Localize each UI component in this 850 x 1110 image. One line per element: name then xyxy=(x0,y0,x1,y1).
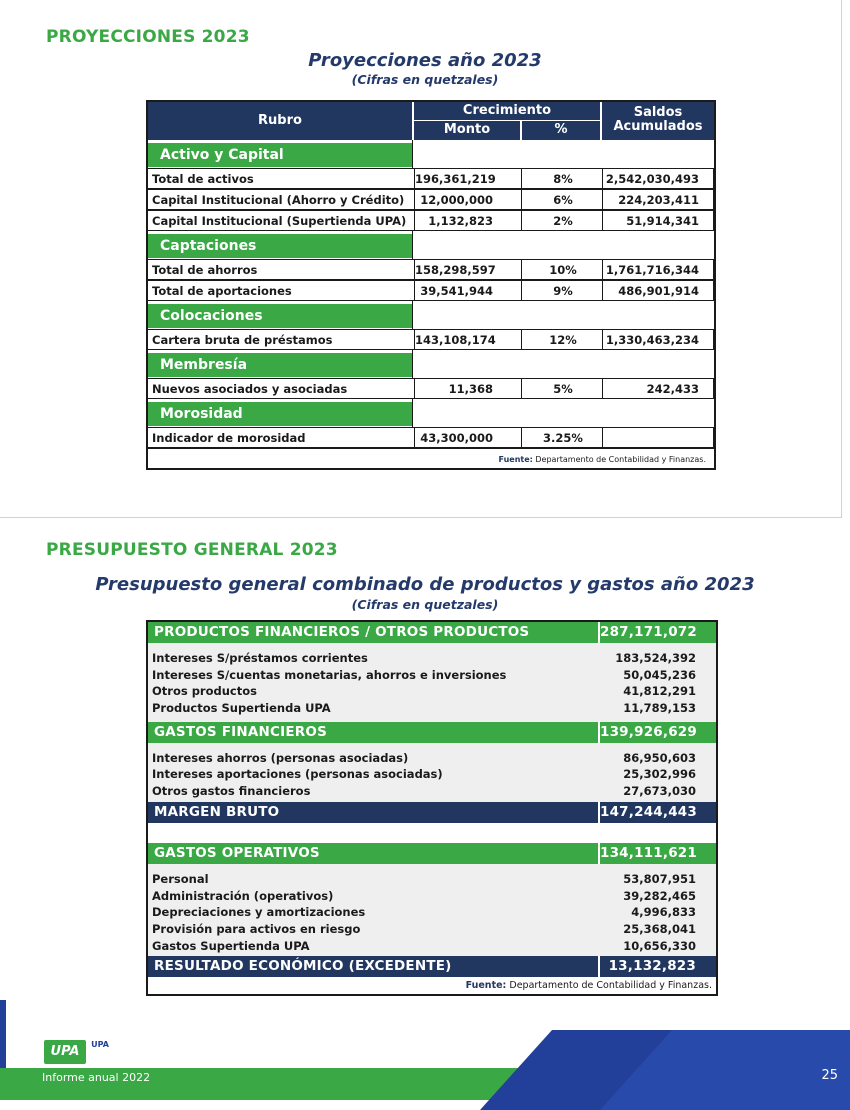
item-label: Intereses S/cuentas monetarias, ahorros e inversiones xyxy=(152,667,507,682)
margen-bruto-total: 147,244,443 xyxy=(600,803,697,820)
row-pct: 6% xyxy=(522,189,602,210)
item-label: Administración (operativos) xyxy=(152,888,334,903)
left-accent-shape xyxy=(0,1000,6,1068)
row-label: Capital Institucional (Supertienda UPA) xyxy=(148,210,414,231)
row-label: Total de ahorros xyxy=(148,259,414,280)
productos-header-bar xyxy=(148,622,716,643)
list-item xyxy=(148,921,716,938)
header-divider xyxy=(600,102,602,140)
row-monto: 1,132,823 xyxy=(414,210,522,231)
item-label: Intereses aportaciones (personas asociadas) xyxy=(152,767,443,782)
category-row xyxy=(148,231,714,259)
row-saldo: 2,542,030,493 xyxy=(602,168,714,189)
list-item xyxy=(148,888,716,905)
category-filler xyxy=(412,350,714,378)
proyecciones-subtitle: (Cifras en quetzales) xyxy=(351,72,499,87)
row-saldo: 486,901,914 xyxy=(602,280,714,301)
item-value: 25,302,996 xyxy=(623,767,696,782)
category-label: Membresía xyxy=(148,353,412,377)
item-value: 10,656,330 xyxy=(623,938,696,953)
presupuesto-title: Presupuesto general combinado de productos y gastos año 2023 xyxy=(95,574,755,595)
item-value: 53,807,951 xyxy=(623,871,696,886)
upa-secondary-logo: UPA xyxy=(91,1040,109,1049)
header-saldos-line1: Saldos xyxy=(633,105,683,120)
category-label: Captaciones xyxy=(148,234,412,258)
item-value: 39,282,465 xyxy=(623,888,696,903)
gastos-operativos-header-bar xyxy=(148,843,716,864)
productos-total: 287,171,072 xyxy=(600,624,697,640)
row-saldo: 1,761,716,344 xyxy=(602,259,714,280)
list-item xyxy=(148,667,716,684)
source-text: Departamento de Contabilidad y Finanzas. xyxy=(509,980,712,992)
category-row xyxy=(148,301,714,329)
header-monto: Monto xyxy=(443,122,491,137)
row-saldo xyxy=(602,427,714,448)
item-value: 86,950,603 xyxy=(623,750,696,765)
list-item xyxy=(148,650,716,667)
presupuesto-source xyxy=(148,977,716,994)
item-label: Gastos Supertienda UPA xyxy=(152,938,310,953)
category-row xyxy=(148,399,714,427)
row-pct: 12% xyxy=(522,329,602,350)
row-pct: 10% xyxy=(522,259,602,280)
presupuesto-table xyxy=(146,620,718,996)
resultado-total: 13,132,823 xyxy=(608,958,696,975)
item-label: Depreciaciones y amortizaciones xyxy=(152,905,366,920)
proyecciones-table-body xyxy=(148,140,714,448)
productos-items xyxy=(148,643,716,722)
row-pct: 9% xyxy=(522,280,602,301)
list-item xyxy=(148,700,716,717)
row-label: Indicador de morosidad xyxy=(148,427,414,448)
row-pct: 3.25% xyxy=(522,427,602,448)
table-row xyxy=(148,280,714,301)
header-divider xyxy=(412,102,414,140)
proyecciones-table xyxy=(146,100,716,470)
row-label: Total de aportaciones xyxy=(148,280,414,301)
margen-bruto-label: MARGEN BRUTO xyxy=(154,803,280,820)
item-label: Productos Supertienda UPA xyxy=(152,701,331,716)
category-filler xyxy=(412,231,714,259)
upa-logo: UPA xyxy=(44,1040,86,1064)
list-item xyxy=(148,904,716,921)
category-filler xyxy=(412,399,714,427)
item-value: 41,812,291 xyxy=(623,684,696,699)
page-number: 25 xyxy=(821,1068,838,1083)
source-label: Fuente: xyxy=(498,455,533,464)
gastos-operativos-label: GASTOS OPERATIVOS xyxy=(154,844,320,861)
list-item xyxy=(148,683,716,700)
category-label: Colocaciones xyxy=(148,304,412,328)
header-divider xyxy=(414,120,600,121)
row-monto: 43,300,000 xyxy=(414,427,522,448)
row-monto: 196,361,219 xyxy=(414,168,522,189)
item-value: 11,789,153 xyxy=(623,701,696,716)
section-heading-proyecciones: PROYECCIONES 2023 xyxy=(46,27,250,47)
category-row xyxy=(148,140,714,168)
header-saldos-line2: Acumulados xyxy=(613,119,703,134)
gastos-financieros-total: 139,926,629 xyxy=(600,723,697,740)
proyecciones-title: Proyecciones año 2023 xyxy=(308,50,542,71)
gastos-financieros-header-bar xyxy=(148,722,716,743)
gastos-operativos-items xyxy=(148,864,716,956)
header-rubro: Rubro xyxy=(258,113,302,128)
row-label: Total de activos xyxy=(148,168,414,189)
row-saldo: 1,330,463,234 xyxy=(602,329,714,350)
row-monto: 12,000,000 xyxy=(414,189,522,210)
item-value: 25,368,041 xyxy=(623,921,696,936)
item-label: Provisión para activos en riesgo xyxy=(152,921,361,936)
row-monto: 39,541,944 xyxy=(414,280,522,301)
proyecciones-source xyxy=(148,448,714,468)
item-label: Personal xyxy=(152,871,209,886)
header-divider xyxy=(520,121,522,140)
footer-report-title: Informe anual 2022 xyxy=(42,1071,151,1084)
category-label: Morosidad xyxy=(148,402,412,426)
category-label: Activo y Capital xyxy=(148,143,412,167)
gastos-financieros-items xyxy=(148,743,716,802)
gastos-operativos-total: 134,111,621 xyxy=(600,844,697,861)
item-label: Intereses S/préstamos corrientes xyxy=(152,651,368,665)
table-row xyxy=(148,189,714,210)
list-item xyxy=(148,938,716,955)
category-row xyxy=(148,350,714,378)
row-saldo: 51,914,341 xyxy=(602,210,714,231)
row-pct: 2% xyxy=(522,210,602,231)
proyecciones-table-header xyxy=(148,102,714,140)
list-item xyxy=(148,783,716,800)
row-label: Capital Institucional (Ahorro y Crédito) xyxy=(148,189,414,210)
gastos-financieros-label: GASTOS FINANCIEROS xyxy=(154,723,327,740)
section-heading-presupuesto: PRESUPUESTO GENERAL 2023 xyxy=(46,540,338,560)
header-pct: % xyxy=(554,122,568,137)
list-item xyxy=(148,750,716,767)
row-label: Nuevos asociados y asociadas xyxy=(148,378,414,399)
item-value: 183,524,392 xyxy=(615,651,696,665)
table-row xyxy=(148,329,714,350)
category-filler xyxy=(412,140,714,168)
source-label: Fuente: xyxy=(465,980,507,992)
table-row xyxy=(148,378,714,399)
row-monto: 143,108,174 xyxy=(414,329,522,350)
item-value: 27,673,030 xyxy=(623,784,696,799)
table-row xyxy=(148,259,714,280)
item-label: Intereses ahorros (personas asociadas) xyxy=(152,750,409,765)
table-row xyxy=(148,210,714,231)
list-item xyxy=(148,766,716,783)
table-row xyxy=(148,427,714,448)
spacer xyxy=(148,823,716,843)
source-text: Departamento de Contabilidad y Finanzas. xyxy=(535,455,706,464)
row-label: Cartera bruta de préstamos xyxy=(148,329,414,350)
header-crecimiento: Crecimiento xyxy=(462,103,552,118)
row-saldo: 224,203,411 xyxy=(602,189,714,210)
productos-label: PRODUCTOS FINANCIEROS / OTROS PRODUCTOS xyxy=(154,624,530,640)
resultado-bar xyxy=(148,956,716,977)
item-label: Otros gastos financieros xyxy=(152,784,311,799)
resultado-label: RESULTADO ECONÓMICO (EXCEDENTE) xyxy=(154,958,452,975)
row-pct: 5% xyxy=(522,378,602,399)
category-filler xyxy=(412,301,714,329)
row-monto: 158,298,597 xyxy=(414,259,522,280)
list-item xyxy=(148,871,716,888)
row-pct: 8% xyxy=(522,168,602,189)
item-value: 50,045,236 xyxy=(623,667,696,682)
row-saldo: 242,433 xyxy=(602,378,714,399)
row-monto: 11,368 xyxy=(414,378,522,399)
presupuesto-subtitle: (Cifras en quetzales) xyxy=(351,597,499,612)
item-label: Otros productos xyxy=(152,684,257,699)
header-saldos xyxy=(602,106,714,134)
margen-bruto-bar xyxy=(148,802,716,823)
item-value: 4,996,833 xyxy=(631,905,696,920)
table-row xyxy=(148,168,714,189)
